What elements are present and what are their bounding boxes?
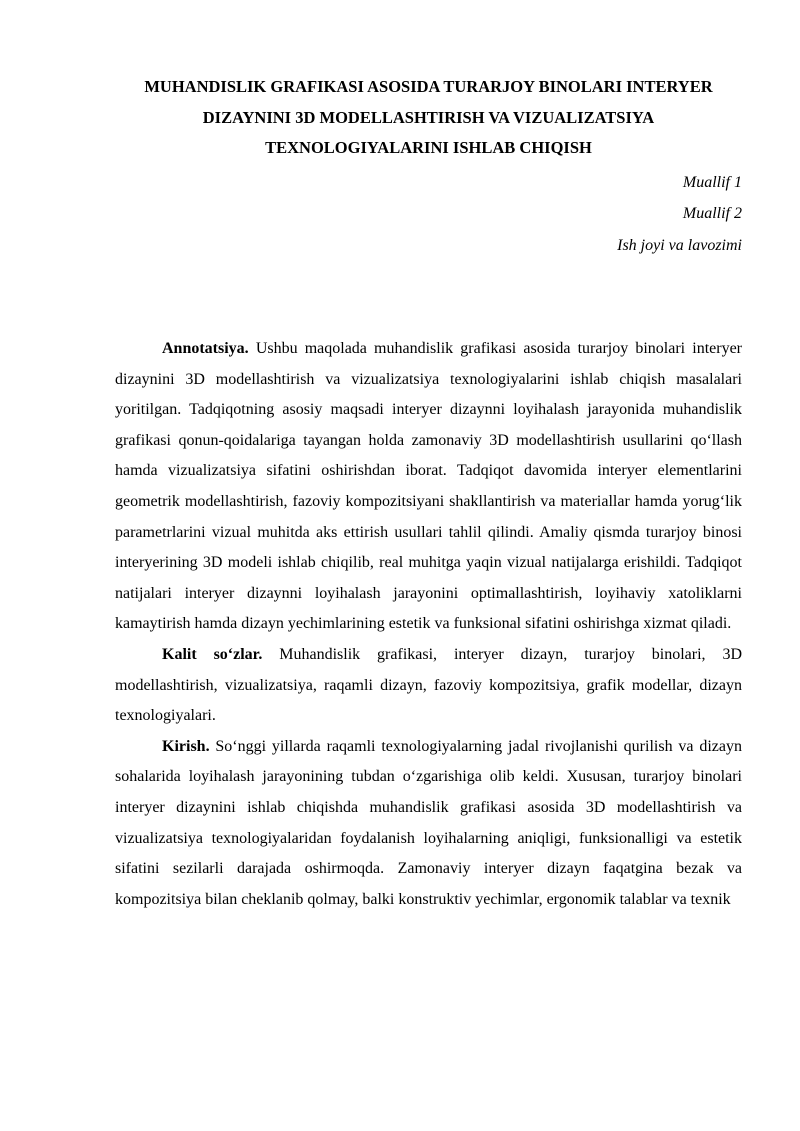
introduction-text: So‘nggi yillarda raqamli texnologiyalarning jadal rivojlanishi qurilish va dizayn sohalarida loyihalash jarayonining tubdan o‘zgarishiga olib keldi. Xususan, turarjoy binolari interyer dizaynini ishlab chiqishda muhandislik grafikasi asosida 3D modellashtirish va vizualizatsiya texnologiyalaridan foydalanish loyihalarning aniqligi, funksionalligi va estetik sifatini sezilarli darajada oshirmoqda. Zamonaviy interyer dizayn faqatgina bezak va kompozitsiya bilan cheklanib qolmay, balki konstruktiv yechimlar, ergonomik talablar va texnik	[115, 737, 742, 908]
abstract-text: Ushbu maqolada muhandislik grafikasi asosida turarjoy binolari interyer dizaynini 3D modellashtirish va vizualizatsiya texnologiyalarini ishlab chiqish masalalari yoritilgan. Tadqiqotning asosiy maqsadi interyer dizaynni loyihalash jarayonida muhandislik grafikasi qonun-qoidalariga tayangan holda zamonaviy 3D modellashtirish usullarini qo‘llash hamda vizualizatsiya sifatini oshirishdan iborat. Tadqiqot davomida interyer elementlarini geometrik modellashtirish, fazoviy kompozitsiyani shakllantirish va materiallar hamda yorug‘lik parametrlarini vizual muhitda aks ettirish usullari tahlil qilindi. Amaliy qismda turarjoy binosi interyerining 3D modeli ishlab chiqilib, real muhitga yaqin vizual natijalarga erishildi. Tadqiqot natijalari interyer dizaynni loyihalash jarayonini optimallashtirish, loyihaviy xatoliklarni kamaytirish hamda dizayn yechimlarining estetik va funksional sifatini oshirishga xizmat qiladi.	[115, 340, 743, 633]
document-page	[115, 72, 742, 915]
abstract-label: Annotatsiya.	[162, 340, 249, 357]
paper-title: MUHANDISLIK GRAFIKASI ASOSIDA TURARJOY BINOLARI INTERYER DIZAYNINI 3D MODELLASHTIRISH VA VIZUALIZATSIYA TEXNOLOGIYALARINI ISHLAB CHIQISH	[144, 77, 713, 157]
introduction-paragraph	[115, 732, 742, 916]
abstract-paragraph	[115, 334, 742, 640]
author-block	[115, 167, 742, 262]
keywords-text: Muhandislik grafikasi, interyer dizayn, turarjoy binolari, 3D modellashtirish, vizualizatsiya, raqamli dizayn, fazoviy kompozitsiya, grafik modellar, dizayn texnologiyalari.	[115, 645, 743, 725]
author-affiliation: Ish joyi va lavozimi	[617, 236, 742, 254]
introduction-label: Kirish.	[162, 737, 210, 755]
keywords-label: Kalit so‘zlar.	[162, 645, 263, 663]
keywords-paragraph	[115, 640, 742, 732]
author-2: Muallif 2	[682, 205, 742, 222]
author-1: Muallif 1	[682, 173, 742, 191]
